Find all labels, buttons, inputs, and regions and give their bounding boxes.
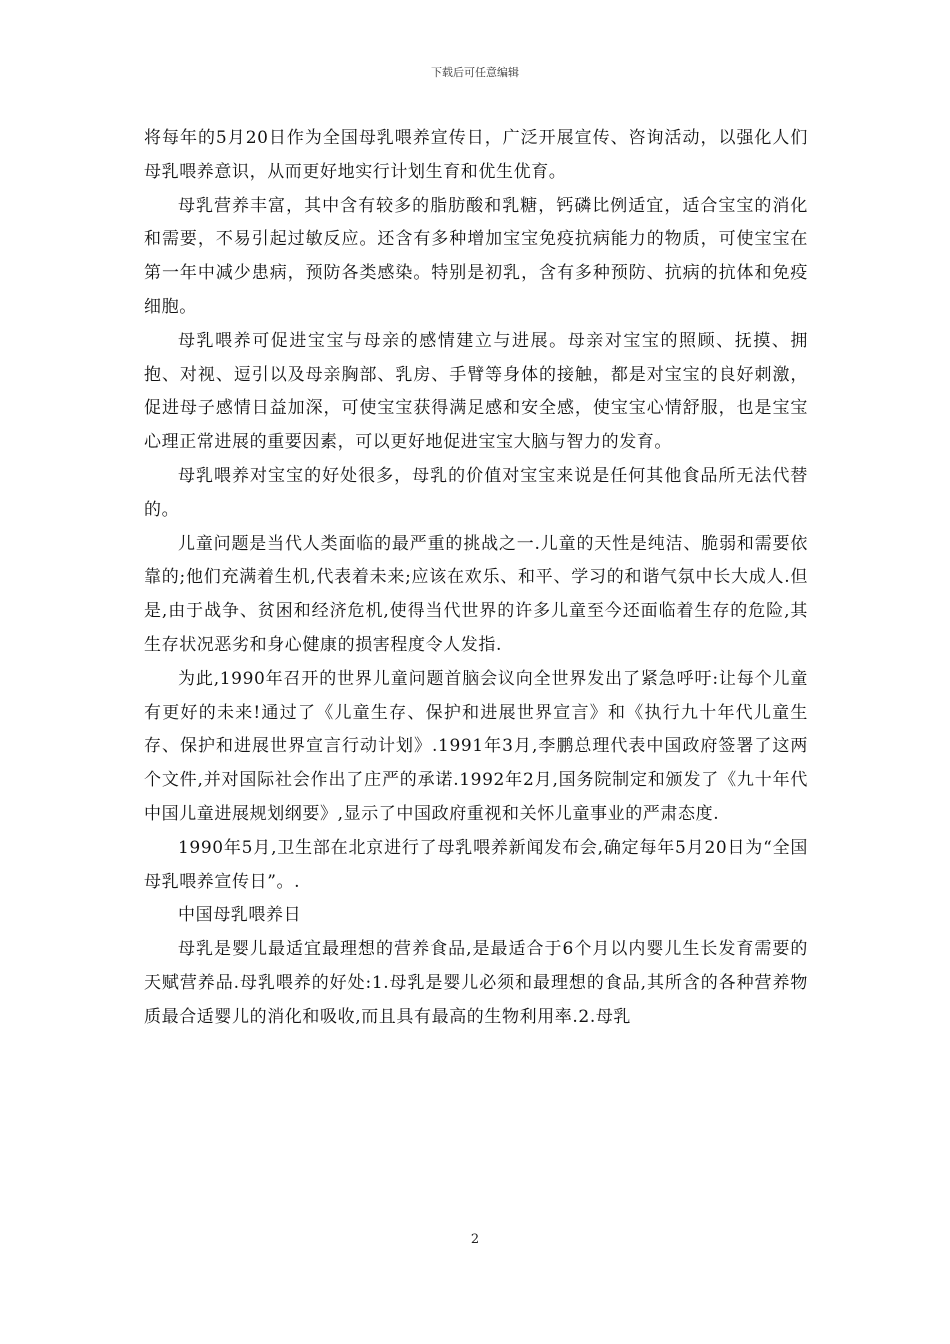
- document-body: [144, 122, 808, 1035]
- section-heading: 中国母乳喂养日: [178, 905, 302, 926]
- page-header: 下载后可任意编辑: [431, 66, 519, 79]
- paragraph-5: 儿童问题是当代人类面临的最严重的挑战之一.儿童的天性是纯洁、脆弱和需要依靠的;他们充满着生机,代表着未来;应该在欢乐、和平、学习的和谐气氛中长大成人.但是,由于战争、贫困和经济危机,使得当代世界的许多儿童至今还面临着生存的危险,其生存状况恶劣和身心健康的损害程度令人发指.: [144, 533, 808, 655]
- paragraph-6: 为此,1990年召开的世界儿童问题首脑会议向全世界发出了紧急呼吁:让每个儿童有更好的未来!通过了《儿童生存、保护和进展世界宣言》和《执行九十年代儿童生存、保护和进展世界宣言行动计划》.1991年3月,李鹏总理代表中国政府签署了这两个文件,并对国际社会作出了庄严的承诺.1992年2月,国务院制定和颁发了《九十年代中国儿童进展规划纲要》,显示了中国政府重视和关怀儿童事业的严肃态度.: [144, 668, 808, 824]
- paragraph-4: 母乳喂养对宝宝的好处很多，母乳的价值对宝宝来说是任何其他食品所无法代替的。: [144, 465, 808, 520]
- paragraph-3: 母乳喂养可促进宝宝与母亲的感情建立与进展。母亲对宝宝的照顾、抚摸、拥抱、对视、逗引以及母亲胸部、乳房、手臂等身体的接触，都是对宝宝的良好刺激，促进母子感情日益加深，可使宝宝获得满足感和安全感，使宝宝心情舒服，也是宝宝心理正常进展的重要因素，可以更好地促进宝宝大脑与智力的发育。: [144, 330, 808, 453]
- page-number: 2: [470, 1232, 480, 1247]
- paragraph-1: 将每年的5月20日作为全国母乳喂养宣传日，广泛开展宣传、咨询活动，以强化人们母乳喂养意识，从而更好地实行计划生育和优生优育。: [144, 128, 808, 182]
- paragraph-2: 母乳营养丰富，其中含有较多的脂肪酸和乳糖，钙磷比例适宜，适合宝宝的消化和需要，不易引起过敏反应。还含有多种增加宝宝免疫抗病能力的物质，可使宝宝在第一年中减少患病，预防各类感染。特别是初乳，含有多种预防、抗病的抗体和免疫细胞。: [144, 195, 808, 317]
- paragraph-8: 母乳是婴儿最适宜最理想的营养食品,是最适合于6个月以内婴儿生长发育需要的天赋营养品.母乳喂养的好处:1.母乳是婴儿必须和最理想的食品,其所含的各种营养物质最合适婴儿的消化和吸收,而且具有最高的生物利用率.2.母乳: [144, 939, 808, 1027]
- paragraph-7: 1990年5月,卫生部在北京进行了母乳喂养新闻发布会,确定每年5月20日为“全国母乳喂养宣传日”。.: [144, 837, 808, 892]
